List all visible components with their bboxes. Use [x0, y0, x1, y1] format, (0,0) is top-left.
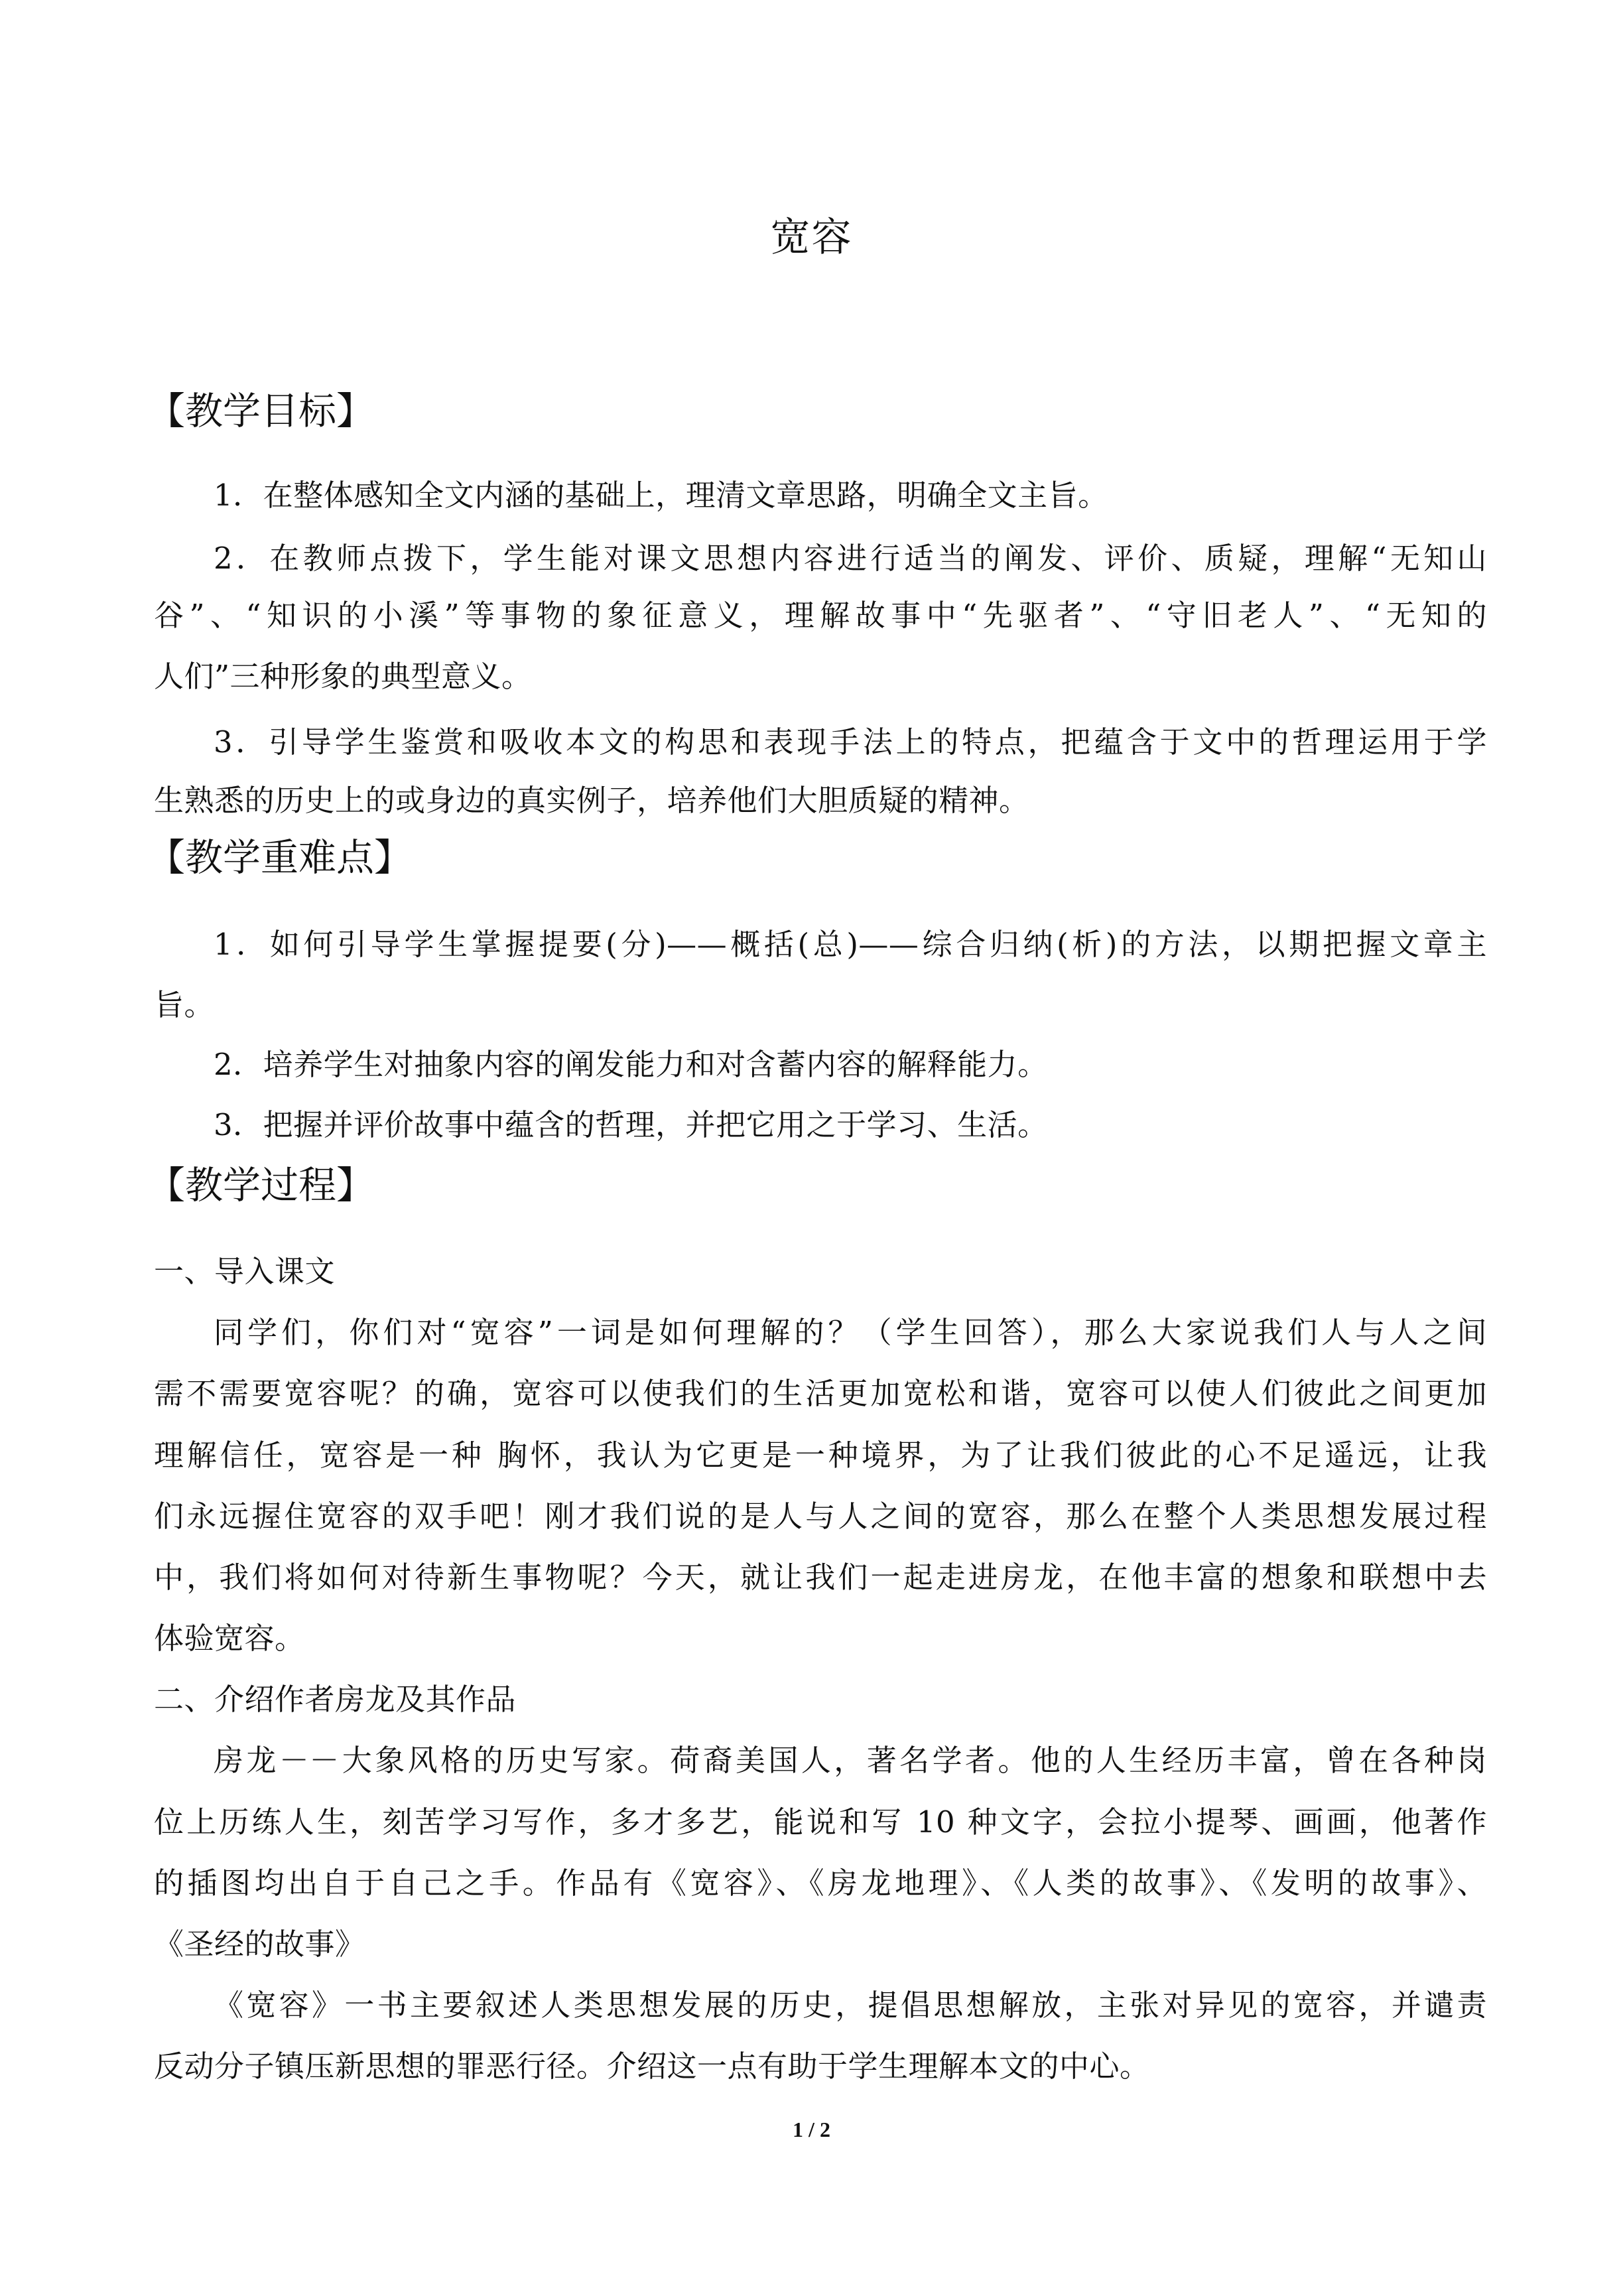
objective-line: 生熟悉的历史上的或身边的真实例子，培养他们大胆质疑的精神。: [154, 783, 1029, 818]
section-heading-process: 【教学过程】: [147, 1164, 374, 1207]
process-paragraph-line: 中，我们将如何对待新生事物呢？今天，就让我们一起走进房龙，在他丰富的想象和联想中去: [154, 1560, 1487, 1595]
document-title: 宽容: [770, 214, 853, 261]
key-point-line: 旨。: [154, 987, 215, 1022]
key-point-line: 2．培养学生对抽象内容的阐发能力和对含蓄内容的解释能力。: [214, 1047, 1048, 1082]
process-paragraph-line: 反动分子镇压新思想的罪恶行径。介绍这一点有助于学生理解本文的中心。: [154, 2049, 1150, 2084]
process-part-title: 一、导入课文: [154, 1254, 336, 1289]
objective-line: 谷”、“知识的小溪”等事物的象征意义，理解故事中“先驱者”、“守旧老人”、“无知的: [154, 598, 1487, 633]
process-part-title: 二、介绍作者房龙及其作品: [154, 1682, 517, 1717]
page-number: 1 / 2: [793, 2118, 830, 2141]
process-paragraph-line: 需不需要宽容呢？的确，宽容可以使我们的生活更加宽松和谐，宽容可以使人们彼此之间更加: [154, 1376, 1487, 1411]
process-paragraph-line: 《圣经的故事》: [154, 1926, 365, 1962]
process-paragraph-line: 的插图均出自于自己之手。作品有《宽容》、《房龙地理》、《人类的故事》、《发明的故事》、: [154, 1865, 1487, 1901]
objective-line: 3．引导学生鉴赏和吸收本文的构思和表现手法上的特点，把蕴含于文中的哲理运用于学: [214, 724, 1487, 760]
objective-line: 人们”三种形象的典型意义。: [154, 659, 532, 694]
section-heading-objectives: 【教学目标】: [147, 389, 374, 433]
objective-line: 2．在教师点拨下，学生能对课文思想内容进行适当的阐发、评价、质疑，理解“无知山: [214, 541, 1487, 576]
key-point-line: 1．如何引导学生掌握提要(分)——概括(总)——综合归纳(析)的方法，以期把握文章主: [214, 927, 1487, 962]
process-paragraph-line: 房龙－－大象风格的历史写家。荷裔美国人，著名学者。他的人生经历丰富，曾在各种岗: [214, 1743, 1487, 1778]
section-heading-key-points: 【教学重难点】: [147, 836, 412, 880]
process-paragraph-line: 体验宽容。: [154, 1621, 305, 1656]
process-paragraph-line: 理解信任，宽容是一种 胸怀，我认为它更是一种境界，为了让我们彼此的心不足遥远，让我: [154, 1438, 1487, 1473]
objective-line: 1．在整体感知全文内涵的基础上，理清文章思路，明确全文主旨。: [214, 478, 1108, 513]
process-paragraph-line: 们永远握住宽容的双手吧！刚才我们说的是人与人之间的宽容，那么在整个人类思想发展过程: [154, 1499, 1487, 1534]
key-point-line: 3．把握并评价故事中蕴含的哲理，并把它用之于学习、生活。: [214, 1107, 1048, 1142]
process-paragraph-line: 同学们，你们对“宽容”一词是如何理解的？（学生回答），那么大家说我们人与人之间: [214, 1315, 1487, 1350]
process-paragraph-line: 位上历练人生，刻苦学习写作，多才多艺，能说和写 10 种文字，会拉小提琴、画画，他著作: [154, 1804, 1487, 1840]
process-paragraph-line: 《宽容》一书主要叙述人类思想发展的历史，提倡思想解放，主张对异见的宽容，并谴责: [214, 1988, 1487, 2023]
